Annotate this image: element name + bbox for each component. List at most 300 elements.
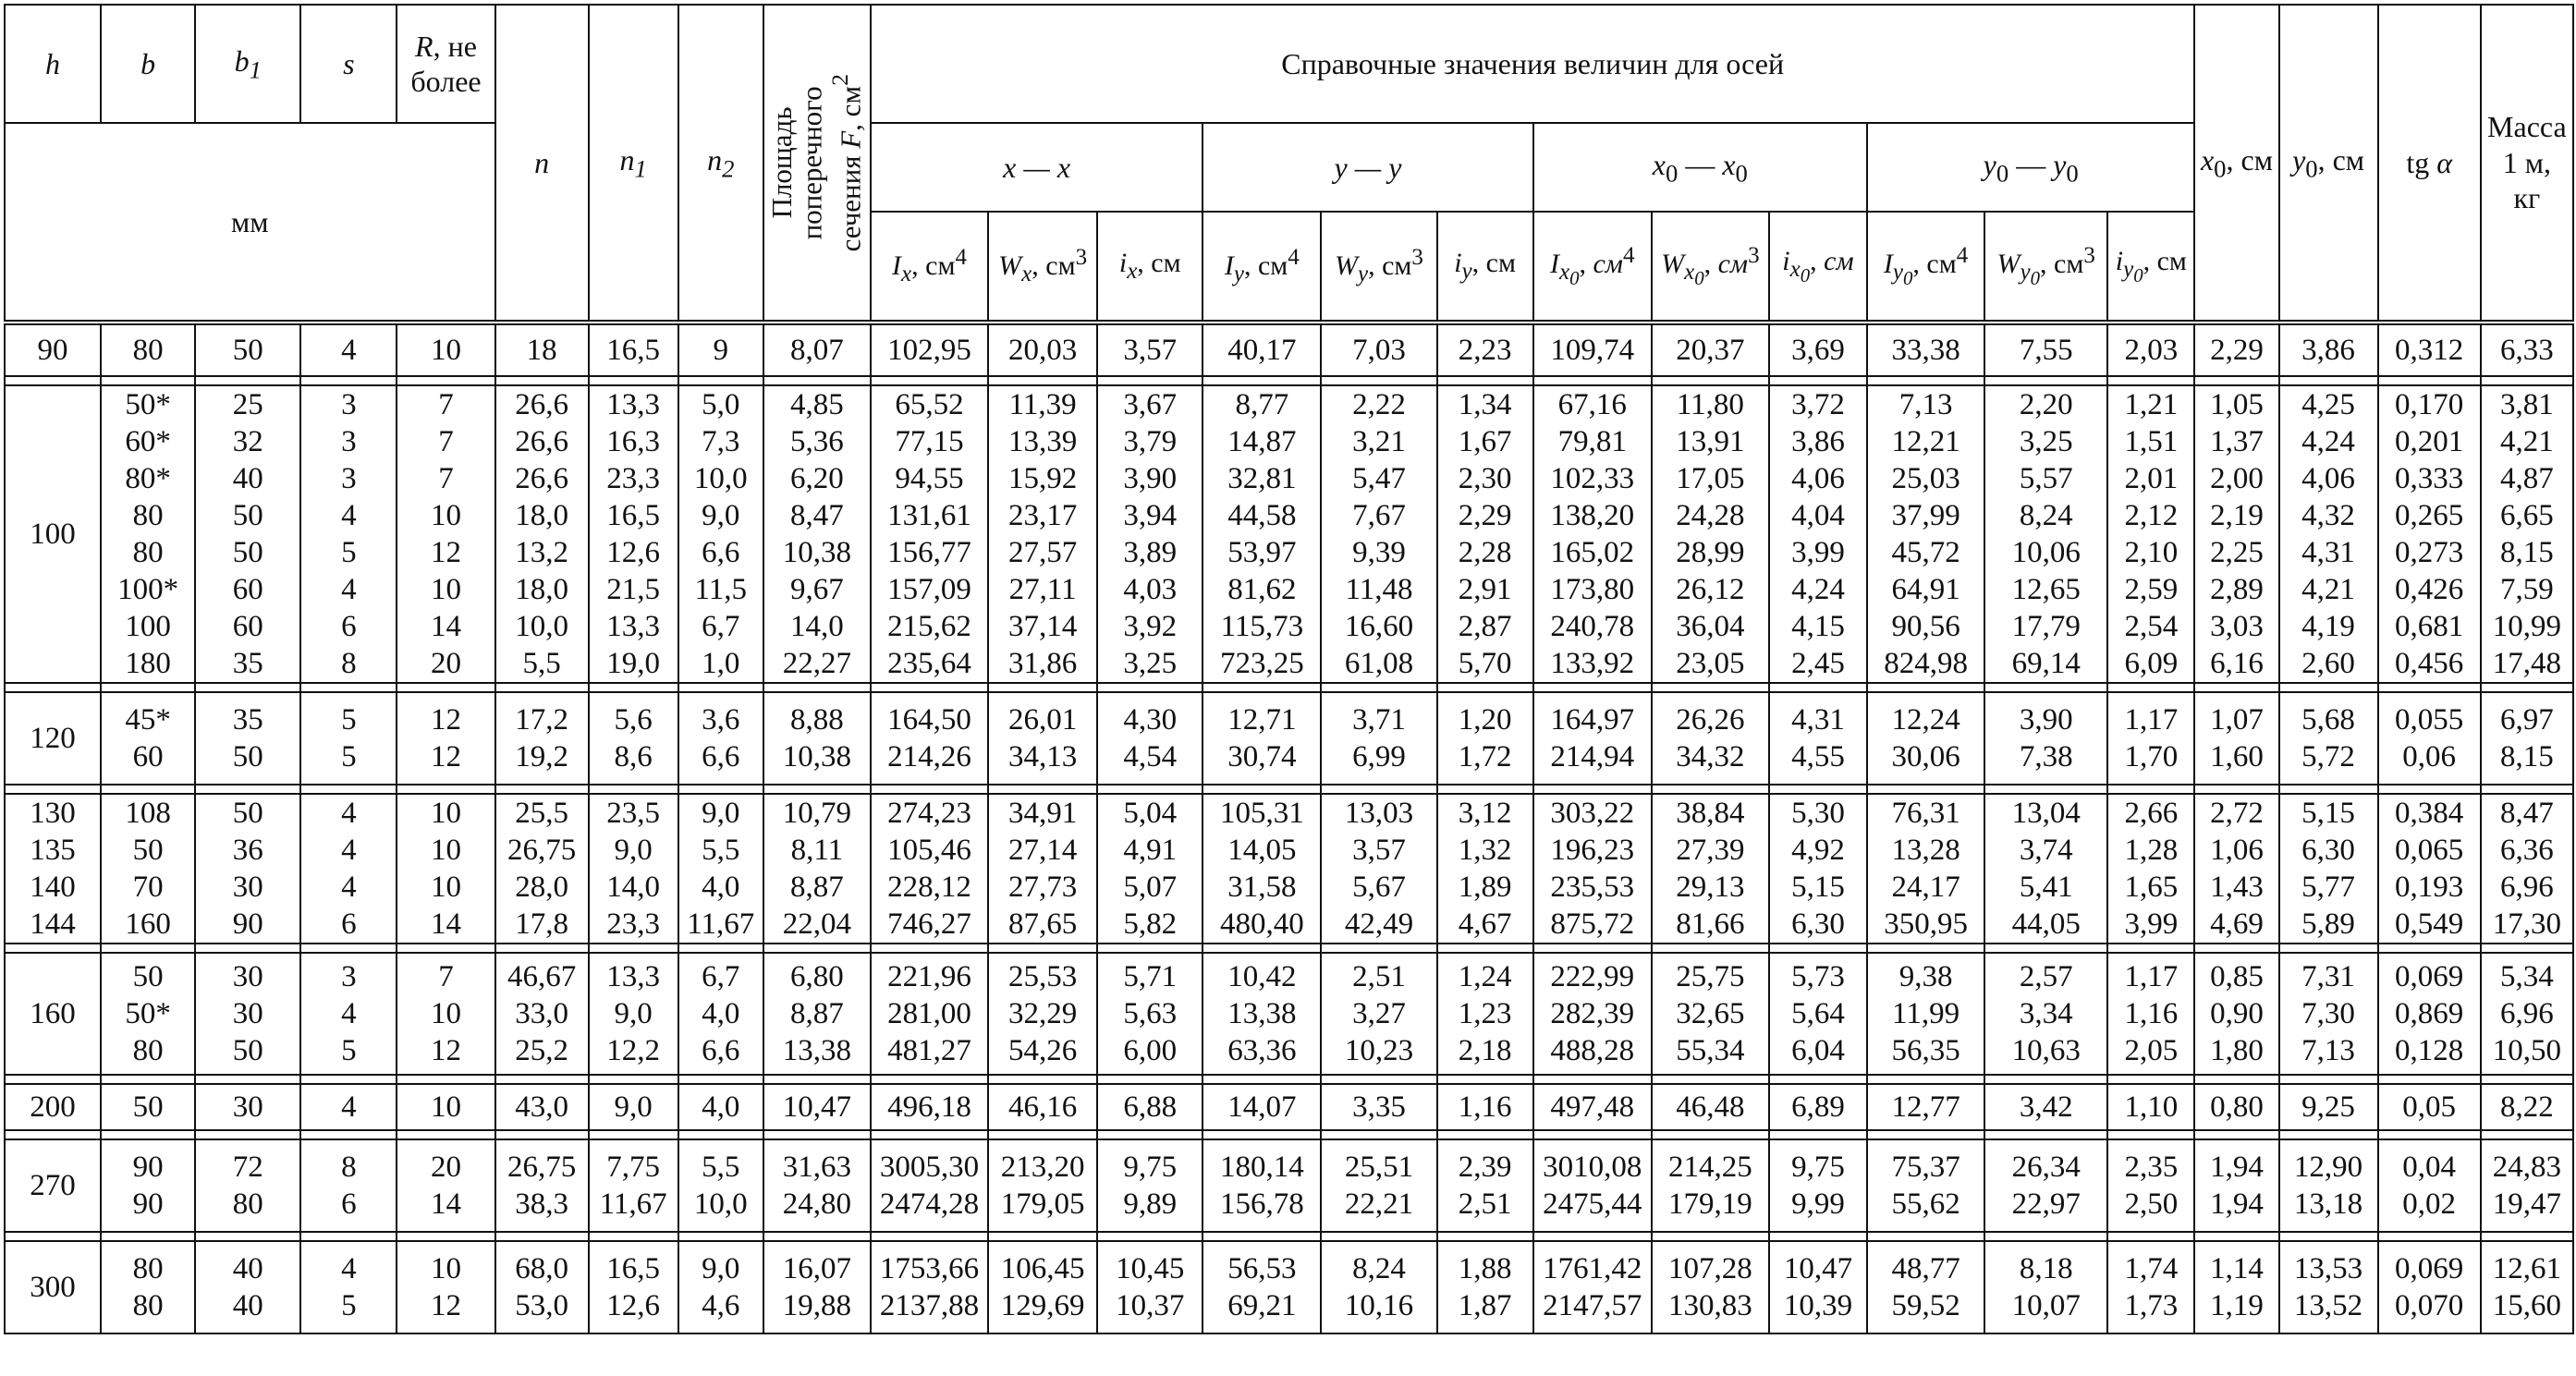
row-separator xyxy=(5,683,2573,692)
cell-value: 4,04 xyxy=(1791,499,1845,532)
cell-value: 8,22 xyxy=(2499,1090,2554,1124)
separator-cell xyxy=(1652,785,1769,794)
cell-value: 5,70 xyxy=(1458,647,1512,680)
cell-value: 12,6 xyxy=(606,536,661,569)
table-header xyxy=(5,5,2573,323)
cell-value: 13,39 xyxy=(1007,425,1078,458)
cell-value: 270 xyxy=(30,1169,76,1202)
cell-value: 2,87 xyxy=(1458,610,1512,643)
cell-value: 5,89 xyxy=(2301,907,2355,941)
separator-cell xyxy=(1203,376,1321,385)
cell-value: 3,03 xyxy=(2210,610,2264,643)
cell-value: 160 xyxy=(30,997,76,1030)
cell-value: 2,19 xyxy=(2210,499,2264,532)
cell-col-5 xyxy=(495,385,589,683)
cell-value: 7,13 xyxy=(1898,388,1953,421)
cell-value: 4,24 xyxy=(1791,573,1845,606)
cell-col-19 xyxy=(1984,323,2107,376)
cell-value: 40,17 xyxy=(1227,334,1297,367)
separator-cell xyxy=(1203,944,1321,953)
separator-cell xyxy=(678,683,763,692)
cell-value: 3,42 xyxy=(2019,1090,2073,1124)
cell-value: 50* xyxy=(125,388,171,421)
separator-cell xyxy=(195,1130,300,1139)
cell-value: 90,56 xyxy=(1891,610,1960,643)
cell-value: 16,5 xyxy=(606,334,661,367)
cell-col-23 xyxy=(2378,1139,2481,1232)
separator-cell xyxy=(195,944,300,953)
cell-value: 13,38 xyxy=(1227,997,1297,1030)
cell-col-22 xyxy=(2279,1139,2378,1232)
cell-col-7 xyxy=(678,1139,763,1232)
cell-value: 179,05 xyxy=(1000,1187,1085,1221)
cell-value: 11,48 xyxy=(1345,573,1413,606)
cell-value: 8,24 xyxy=(1352,1252,1406,1285)
cell-value: 5,77 xyxy=(2301,871,2355,904)
cell-value: 2,51 xyxy=(1352,960,1406,993)
cell-col-1 xyxy=(101,1241,195,1333)
cell-value: 13,52 xyxy=(2293,1289,2363,1322)
separator-cell xyxy=(2378,1232,2481,1241)
separator-cell xyxy=(1533,1075,1652,1084)
separator-cell xyxy=(2194,376,2278,385)
cell-value: 19,88 xyxy=(782,1289,851,1322)
cell-value: 14 xyxy=(430,907,461,941)
cell-col-6 xyxy=(589,692,678,785)
separator-cell xyxy=(1203,683,1321,692)
cell-value: 44,05 xyxy=(2011,907,2081,941)
cell-col-21 xyxy=(2194,953,2278,1075)
cell-value: 1,89 xyxy=(1458,871,1512,904)
separator-cell xyxy=(300,1232,397,1241)
cell-value: 22,27 xyxy=(782,647,851,680)
separator-cell xyxy=(1652,1232,1769,1241)
cell-value: 16,60 xyxy=(1344,610,1414,643)
separator-cell xyxy=(495,376,589,385)
cell-value: 2,72 xyxy=(2210,797,2264,830)
separator-cell xyxy=(397,376,494,385)
cell-value: 5,68 xyxy=(2301,703,2355,737)
cell-value: 3,99 xyxy=(1791,536,1845,569)
separator-cell xyxy=(5,376,101,385)
cell-col-23 xyxy=(2378,385,2481,683)
separator-cell xyxy=(2378,1130,2481,1139)
cell-value: 6,20 xyxy=(789,462,844,495)
cell-value: 13,03 xyxy=(1344,797,1414,830)
cell-value: 3,94 xyxy=(1123,499,1178,532)
cell-value: 5,6 xyxy=(614,703,653,737)
cell-col-24 xyxy=(2481,1139,2573,1232)
separator-cell xyxy=(1203,1232,1321,1241)
cell-value: 3,89 xyxy=(1123,536,1178,569)
cell-value: 9,0 xyxy=(614,1090,653,1124)
separator-cell xyxy=(195,1075,300,1084)
cell-value: 9,0 xyxy=(702,499,740,532)
cell-value: 824,98 xyxy=(1884,647,1968,680)
cell-col-4 xyxy=(397,1241,494,1333)
cell-value: 7,59 xyxy=(2499,573,2554,606)
separator-cell xyxy=(871,683,988,692)
cell-col-3 xyxy=(300,794,397,944)
cell-value: 26,6 xyxy=(515,388,568,421)
separator-cell xyxy=(2107,944,2194,953)
header-h: h xyxy=(5,5,101,123)
cell-value: 9,67 xyxy=(789,573,844,606)
separator-cell xyxy=(2378,1075,2481,1084)
cell-value: 28,0 xyxy=(515,871,568,904)
cell-value: 8 xyxy=(341,1151,357,1184)
cell-value: 300 xyxy=(30,1271,76,1304)
cell-value: 14,0 xyxy=(789,610,844,643)
cell-value: 43,0 xyxy=(515,1090,568,1124)
cell-value: 7,3 xyxy=(702,425,740,458)
cell-value: 6,33 xyxy=(2499,334,2554,367)
separator-cell xyxy=(2107,376,2194,385)
separator-cell xyxy=(1769,376,1867,385)
cell-value: 80* xyxy=(125,462,171,495)
separator-cell xyxy=(300,1130,397,1139)
cell-value: 1,16 xyxy=(1458,1090,1512,1124)
separator-cell xyxy=(300,944,397,953)
cell-value: 3,67 xyxy=(1123,388,1178,421)
cell-value: 196,23 xyxy=(1550,834,1635,867)
cell-col-15 xyxy=(1533,953,1652,1075)
cell-value: 13,04 xyxy=(2011,797,2081,830)
cell-col-2 xyxy=(195,1139,300,1232)
cell-col-9 xyxy=(871,323,988,376)
cell-value: 28,99 xyxy=(1676,536,1745,569)
cell-col-22 xyxy=(2279,794,2378,944)
table-row xyxy=(5,1241,2573,1333)
cell-col-3 xyxy=(300,1241,397,1333)
cell-value: 32,81 xyxy=(1227,462,1297,495)
cell-col-17 xyxy=(1769,1084,1867,1130)
cell-value: 4,0 xyxy=(702,1090,740,1124)
cell-value: 40 xyxy=(232,462,263,495)
cell-value: 56,35 xyxy=(1891,1034,1960,1067)
cell-value: 2,18 xyxy=(1458,1034,1512,1067)
cell-value: 2,35 xyxy=(2124,1151,2179,1184)
cell-value: 2,25 xyxy=(2210,536,2264,569)
separator-cell xyxy=(2279,944,2378,953)
cell-value: 17,30 xyxy=(2492,907,2561,941)
cell-value: 12 xyxy=(430,740,461,773)
cell-value: 2,22 xyxy=(1352,388,1406,421)
cell-value: 25,51 xyxy=(1344,1151,1414,1184)
separator-cell xyxy=(397,1232,494,1241)
axis-x-x: x — x xyxy=(871,123,1203,212)
cell-value: 12,2 xyxy=(606,1034,661,1067)
cell-value: 3,92 xyxy=(1123,610,1178,643)
separator-cell xyxy=(1097,944,1203,953)
separator-cell xyxy=(678,1075,763,1084)
separator-cell xyxy=(2107,1232,2194,1241)
cell-value: 32,65 xyxy=(1676,997,1745,1030)
cell-value: 53,97 xyxy=(1227,536,1297,569)
cell-col-5 xyxy=(495,692,589,785)
cell-col-5 xyxy=(495,794,589,944)
cell-col-12 xyxy=(1203,794,1321,944)
cell-col-9 xyxy=(871,953,988,1075)
cell-value: 6,96 xyxy=(2499,871,2554,904)
cell-value: 9,89 xyxy=(1123,1187,1178,1221)
cell-value: 30 xyxy=(232,960,263,993)
cell-col-1 xyxy=(101,692,195,785)
cell-col-18 xyxy=(1867,692,1984,785)
sub-ix0: $i_{x_0}$, см xyxy=(1769,212,1867,323)
cell-value: 80 xyxy=(132,1289,164,1322)
cell-col-22 xyxy=(2279,1241,2378,1333)
cell-value: 215,62 xyxy=(887,610,971,643)
cell-value: 7,38 xyxy=(2019,740,2073,773)
separator-cell xyxy=(2107,785,2194,794)
separator-cell xyxy=(495,1232,589,1241)
cell-value: 19,0 xyxy=(606,647,661,680)
cell-value: 0,312 xyxy=(2395,334,2464,367)
separator-cell xyxy=(871,1130,988,1139)
cell-value: 9,25 xyxy=(2301,1090,2355,1124)
cell-value: 2,01 xyxy=(2124,462,2179,495)
cell-value: 94,55 xyxy=(895,462,964,495)
sub-Wx0: $W_{x_0}$, $см^3$ xyxy=(1652,212,1769,323)
cell-col-7 xyxy=(678,1241,763,1333)
cell-value: 180 xyxy=(125,647,171,680)
cell-col-6 xyxy=(589,1241,678,1333)
cell-value: 3 xyxy=(341,960,357,993)
cell-value: 48,77 xyxy=(1891,1252,1960,1285)
cell-value: 130 xyxy=(30,797,76,830)
cell-value: 11,80 xyxy=(1676,388,1744,421)
cell-value: 46,67 xyxy=(507,960,577,993)
separator-cell xyxy=(2378,683,2481,692)
cell-col-6 xyxy=(589,953,678,1075)
table-row xyxy=(5,692,2573,785)
cell-col-9 xyxy=(871,385,988,683)
cell-value: 7 xyxy=(438,388,454,421)
cell-col-14 xyxy=(1437,1241,1533,1333)
cell-value: 5 xyxy=(341,1034,357,1067)
cell-value: 22,97 xyxy=(2011,1187,2081,1221)
cell-value: 90 xyxy=(132,1151,164,1184)
cell-value: 59,52 xyxy=(1891,1289,1960,1322)
separator-cell xyxy=(1984,944,2107,953)
cell-col-23 xyxy=(2378,692,2481,785)
cell-value: 10 xyxy=(430,334,461,367)
separator-cell xyxy=(1652,1075,1769,1084)
separator-cell xyxy=(763,1075,871,1084)
cell-value: 12 xyxy=(430,536,461,569)
cell-col-13 xyxy=(1321,1241,1436,1333)
cell-value: 10 xyxy=(430,797,461,830)
cell-col-10 xyxy=(988,692,1097,785)
cell-value: 5,67 xyxy=(1352,871,1406,904)
cell-value: 100* xyxy=(117,573,179,606)
cell-value: 24,80 xyxy=(782,1187,851,1221)
cell-value: 8,77 xyxy=(1235,388,1289,421)
cell-value: 0,05 xyxy=(2402,1090,2457,1124)
cell-value: 22,21 xyxy=(1344,1187,1414,1221)
cell-col-1 xyxy=(101,1139,195,1232)
cell-value: 5,63 xyxy=(1123,997,1178,1030)
separator-cell xyxy=(1321,1232,1436,1241)
cell-value: 0,128 xyxy=(2395,1034,2464,1067)
cell-col-5 xyxy=(495,1084,589,1130)
cell-col-15 xyxy=(1533,794,1652,944)
cell-value: 9,0 xyxy=(702,797,740,830)
cell-h xyxy=(5,1241,101,1333)
cell-value: 2,05 xyxy=(2124,1034,2179,1067)
cell-value: 5,5 xyxy=(702,1151,740,1184)
cell-h xyxy=(5,385,101,683)
cell-value: 50 xyxy=(232,536,263,569)
cell-value: 6,96 xyxy=(2499,997,2554,1030)
cell-col-18 xyxy=(1867,385,1984,683)
cell-col-8 xyxy=(763,1084,871,1130)
cell-value: 17,05 xyxy=(1676,462,1745,495)
cell-value: 1,87 xyxy=(1458,1289,1512,1322)
cell-value: 10,37 xyxy=(1116,1289,1185,1322)
cell-col-11 xyxy=(1097,1241,1203,1333)
cell-col-17 xyxy=(1769,953,1867,1075)
cell-value: 0,273 xyxy=(2395,536,2464,569)
cell-value: 80 xyxy=(132,334,164,367)
axis-y-y: y — y xyxy=(1203,123,1532,212)
cell-value: 6,99 xyxy=(1352,740,1406,773)
cell-value: 5,15 xyxy=(2301,797,2355,830)
cell-value: 0,456 xyxy=(2395,647,2464,680)
separator-cell xyxy=(397,1075,494,1084)
cell-value: 34,13 xyxy=(1007,740,1078,773)
cell-value: 6,89 xyxy=(1791,1090,1845,1124)
cell-col-19 xyxy=(1984,385,2107,683)
sub-Ix: $I_x$, $см^4$ xyxy=(871,212,988,323)
cell-value: 10,47 xyxy=(782,1090,851,1124)
cell-value: 131,61 xyxy=(887,499,971,532)
cell-value: 25,03 xyxy=(1891,462,1960,495)
cell-value: 80 xyxy=(132,1034,164,1067)
separator-cell xyxy=(678,785,763,794)
separator-cell xyxy=(1437,944,1533,953)
cell-value: 42,49 xyxy=(1344,907,1414,941)
cell-col-14 xyxy=(1437,1139,1533,1232)
cell-value: 107,28 xyxy=(1667,1252,1752,1285)
cell-value: 34,32 xyxy=(1676,740,1745,773)
separator-cell xyxy=(1769,1075,1867,1084)
cell-value: 17,8 xyxy=(515,907,568,941)
cell-value: 4,21 xyxy=(2499,425,2554,458)
separator-cell xyxy=(1203,1130,1321,1139)
separator-cell xyxy=(678,944,763,953)
separator-cell xyxy=(678,1130,763,1139)
cell-value: 8,87 xyxy=(789,871,844,904)
cell-value: 61,08 xyxy=(1344,647,1414,680)
cell-value: 10,07 xyxy=(2011,1289,2081,1322)
cell-value: 23,3 xyxy=(606,907,661,941)
cell-value: 4,67 xyxy=(1458,907,1512,941)
header-area: Площадь поперечного сечения F, $см^2$ xyxy=(763,5,871,323)
cell-value: 1,94 xyxy=(2210,1187,2264,1221)
cell-value: 54,26 xyxy=(1007,1034,1078,1067)
cell-value: 1,16 xyxy=(2124,997,2179,1030)
cell-value: 12,77 xyxy=(1891,1090,1960,1124)
cell-value: 6,88 xyxy=(1123,1090,1178,1124)
cell-value: 0,193 xyxy=(2395,871,2464,904)
cell-value: 0,869 xyxy=(2395,997,2464,1030)
cell-value: 10 xyxy=(430,834,461,867)
separator-cell xyxy=(589,1130,678,1139)
cell-col-15 xyxy=(1533,323,1652,376)
cell-value: 2,57 xyxy=(2019,960,2073,993)
cell-value: 3,86 xyxy=(1791,425,1845,458)
cell-col-13 xyxy=(1321,1139,1436,1232)
cell-value: 20 xyxy=(430,647,461,680)
separator-cell xyxy=(988,1130,1097,1139)
separator-cell xyxy=(1321,785,1436,794)
cell-value: 32 xyxy=(232,425,263,458)
separator-cell xyxy=(397,785,494,794)
cell-value: 7 xyxy=(438,462,454,495)
cell-value: 18,0 xyxy=(515,573,568,606)
cell-value: 46,48 xyxy=(1676,1090,1745,1124)
cell-value: 2,66 xyxy=(2124,797,2179,830)
cell-col-5 xyxy=(495,1139,589,1232)
separator-cell xyxy=(2481,1130,2573,1139)
sub-iy: $i_y$, см xyxy=(1437,212,1533,323)
cell-value: 69,21 xyxy=(1227,1289,1297,1322)
separator-cell xyxy=(5,683,101,692)
cell-value: 4,55 xyxy=(1791,740,1845,773)
cell-value: 46,16 xyxy=(1007,1090,1078,1124)
cell-value: 3,25 xyxy=(2019,425,2073,458)
separator-cell xyxy=(1984,1130,2107,1139)
axis-y0-y0: $y_0$ — $y_0$ xyxy=(1867,123,2194,212)
cell-value: 350,95 xyxy=(1884,907,1968,941)
cell-value: 4,85 xyxy=(789,388,844,421)
header-tg: tg α xyxy=(2378,5,2481,323)
cell-value: 3,25 xyxy=(1123,647,1178,680)
cell-col-2 xyxy=(195,385,300,683)
cell-value: 25,2 xyxy=(515,1034,568,1067)
separator-cell xyxy=(1984,683,2107,692)
cell-col-10 xyxy=(988,1241,1097,1333)
cell-value: 5 xyxy=(341,536,357,569)
cell-col-7 xyxy=(678,692,763,785)
cell-value: 200 xyxy=(30,1090,76,1124)
cell-value: 1,17 xyxy=(2124,703,2179,737)
cell-col-20 xyxy=(2107,692,2194,785)
cell-value: 9,99 xyxy=(1791,1187,1845,1221)
cell-value: 60 xyxy=(232,573,263,606)
cell-value: 45* xyxy=(125,703,171,737)
cell-col-17 xyxy=(1769,323,1867,376)
cell-col-17 xyxy=(1769,794,1867,944)
cell-col-10 xyxy=(988,1139,1097,1232)
cell-value: 27,73 xyxy=(1007,871,1078,904)
cell-col-23 xyxy=(2378,1084,2481,1130)
separator-cell xyxy=(1097,785,1203,794)
cell-value: 1761,42 xyxy=(1543,1252,1642,1285)
cell-col-24 xyxy=(2481,323,2573,376)
cell-col-12 xyxy=(1203,1084,1321,1130)
cell-value: 13,18 xyxy=(2293,1187,2363,1221)
table-row xyxy=(5,953,2573,1075)
cell-col-14 xyxy=(1437,385,1533,683)
cell-value: 81,66 xyxy=(1676,907,1745,941)
cell-value: 6 xyxy=(341,907,357,941)
separator-cell xyxy=(1437,1130,1533,1139)
cell-value: 30 xyxy=(232,1090,263,1124)
cell-value: 4 xyxy=(341,797,357,830)
